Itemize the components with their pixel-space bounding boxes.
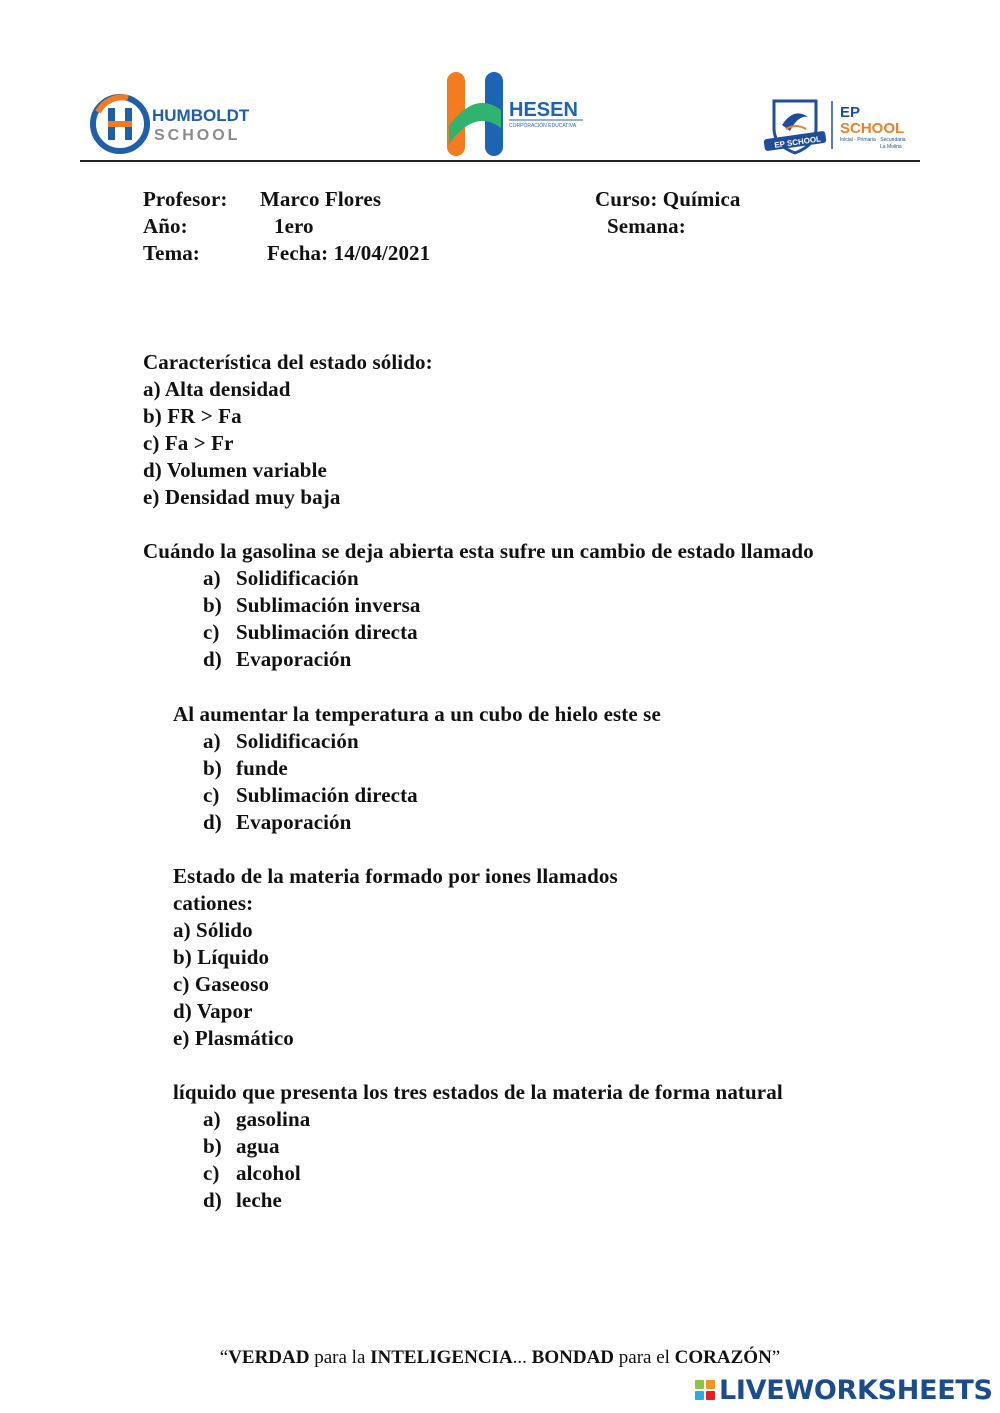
question-prompt: Característica del estado sólido: <box>143 350 433 374</box>
ep-logo-line1: EP <box>840 104 861 121</box>
motto-word-bondad: BONDAD <box>531 1347 615 1368</box>
hesen-logo <box>443 70 593 158</box>
hesen-logo-name: HESEN <box>509 99 578 121</box>
ep-logo-line2: SCHOOL <box>840 120 905 137</box>
option-letter: d) <box>203 810 222 834</box>
answer-option: d) Volumen variable <box>143 458 327 482</box>
option-letter: a) <box>203 729 221 753</box>
option-text: Solidificación <box>236 566 359 590</box>
motto-close-quote: ” <box>771 1347 781 1368</box>
option-letter: d) <box>203 647 222 671</box>
ep-logo-shield-text: EP SCHOOL <box>773 134 822 150</box>
question-prompt: líquido que presenta los tres estados de la materia de forma natural <box>173 1080 783 1104</box>
liveworksheets-brand <box>694 1372 993 1408</box>
motto-text: para el <box>614 1347 675 1368</box>
motto-word-corazon: CORAZÓN <box>674 1347 772 1368</box>
humboldt-emblem-icon <box>88 92 268 156</box>
answer-option: c) Gaseoso <box>173 972 270 996</box>
curso-field: Curso: Química <box>595 187 741 211</box>
answer-option: d) Vapor <box>173 999 253 1023</box>
option-letter: c) <box>203 620 220 644</box>
answer-option: c) Fa > Fr <box>143 431 234 455</box>
motto-text: ... <box>512 1347 532 1368</box>
humboldt-logo-line1: HUMBOLDT <box>152 106 250 125</box>
ep-logo-sub2: La Molina <box>880 144 902 150</box>
tema-label: Tema: <box>143 241 200 265</box>
motto-open-quote: “ <box>219 1347 229 1368</box>
option-text: Sublimación directa <box>236 783 418 807</box>
option-text: alcohol <box>236 1161 301 1185</box>
ep-school-logo <box>760 95 920 157</box>
humboldt-school-logo <box>88 92 268 156</box>
profesor-value: Marco Flores <box>260 187 382 211</box>
profesor-label: Profesor: <box>143 187 228 211</box>
question-prompt: Al aumentar la temperatura a un cubo de hielo este se <box>173 702 661 726</box>
option-letter: b) <box>203 1134 222 1158</box>
answer-option: b) Líquido <box>173 945 270 969</box>
option-letter: b) <box>203 593 222 617</box>
option-letter: b) <box>203 756 222 780</box>
option-letter: c) <box>203 1161 220 1185</box>
option-letter: a) <box>203 1107 221 1131</box>
option-text: Sublimación inversa <box>236 593 421 617</box>
answer-option: a) Alta densidad <box>143 377 291 401</box>
option-letter: d) <box>203 1188 222 1212</box>
option-letter: a) <box>203 566 221 590</box>
motto-text: para la <box>309 1347 371 1368</box>
question-prompt: Estado de la materia formado por iones llamados <box>173 864 618 888</box>
humboldt-logo-line2: SCHOOL <box>154 127 241 144</box>
option-text: Evaporación <box>236 647 352 671</box>
option-text: gasolina <box>236 1107 311 1131</box>
hesen-logo-tagline: CORPORACIÓN EDUCATIVA <box>509 123 577 129</box>
option-text: Evaporación <box>236 810 352 834</box>
motto-word-inteligencia: INTELIGENCIA <box>370 1347 513 1368</box>
option-text: funde <box>236 756 288 780</box>
option-text: Solidificación <box>236 729 359 753</box>
option-text: leche <box>236 1188 282 1212</box>
fecha-field: Fecha: 14/04/2021 <box>267 241 431 265</box>
option-text: Sublimación directa <box>236 620 418 644</box>
hesen-emblem-icon <box>443 70 593 158</box>
option-letter: c) <box>203 783 220 807</box>
ep-school-shield-icon <box>760 95 920 157</box>
option-text: agua <box>236 1134 280 1158</box>
answer-option: e) Plasmático <box>173 1026 294 1050</box>
motto-word-verdad: VERDAD <box>228 1347 310 1368</box>
question-prompt-continued: cationes: <box>173 891 254 915</box>
header-divider <box>80 160 920 162</box>
answer-option: a) Sólido <box>173 918 253 942</box>
ep-logo-sub1: Inicial · Primaria · Secundaria <box>840 137 906 143</box>
question-prompt: Cuándo la gasolina se deja abierta esta sufre un cambio de estado llamado <box>143 539 814 563</box>
answer-option: e) Densidad muy baja <box>143 485 341 509</box>
answer-option: b) FR > Fa <box>143 404 242 428</box>
anio-value: 1ero <box>274 214 314 238</box>
liveworksheets-logo-icon <box>694 1379 716 1401</box>
footer-motto <box>0 1347 1000 1369</box>
liveworksheets-wordmark: LIVEWORKSHEETS <box>719 1374 993 1406</box>
semana-field: Semana: <box>607 214 686 238</box>
anio-label: Año: <box>143 214 188 238</box>
